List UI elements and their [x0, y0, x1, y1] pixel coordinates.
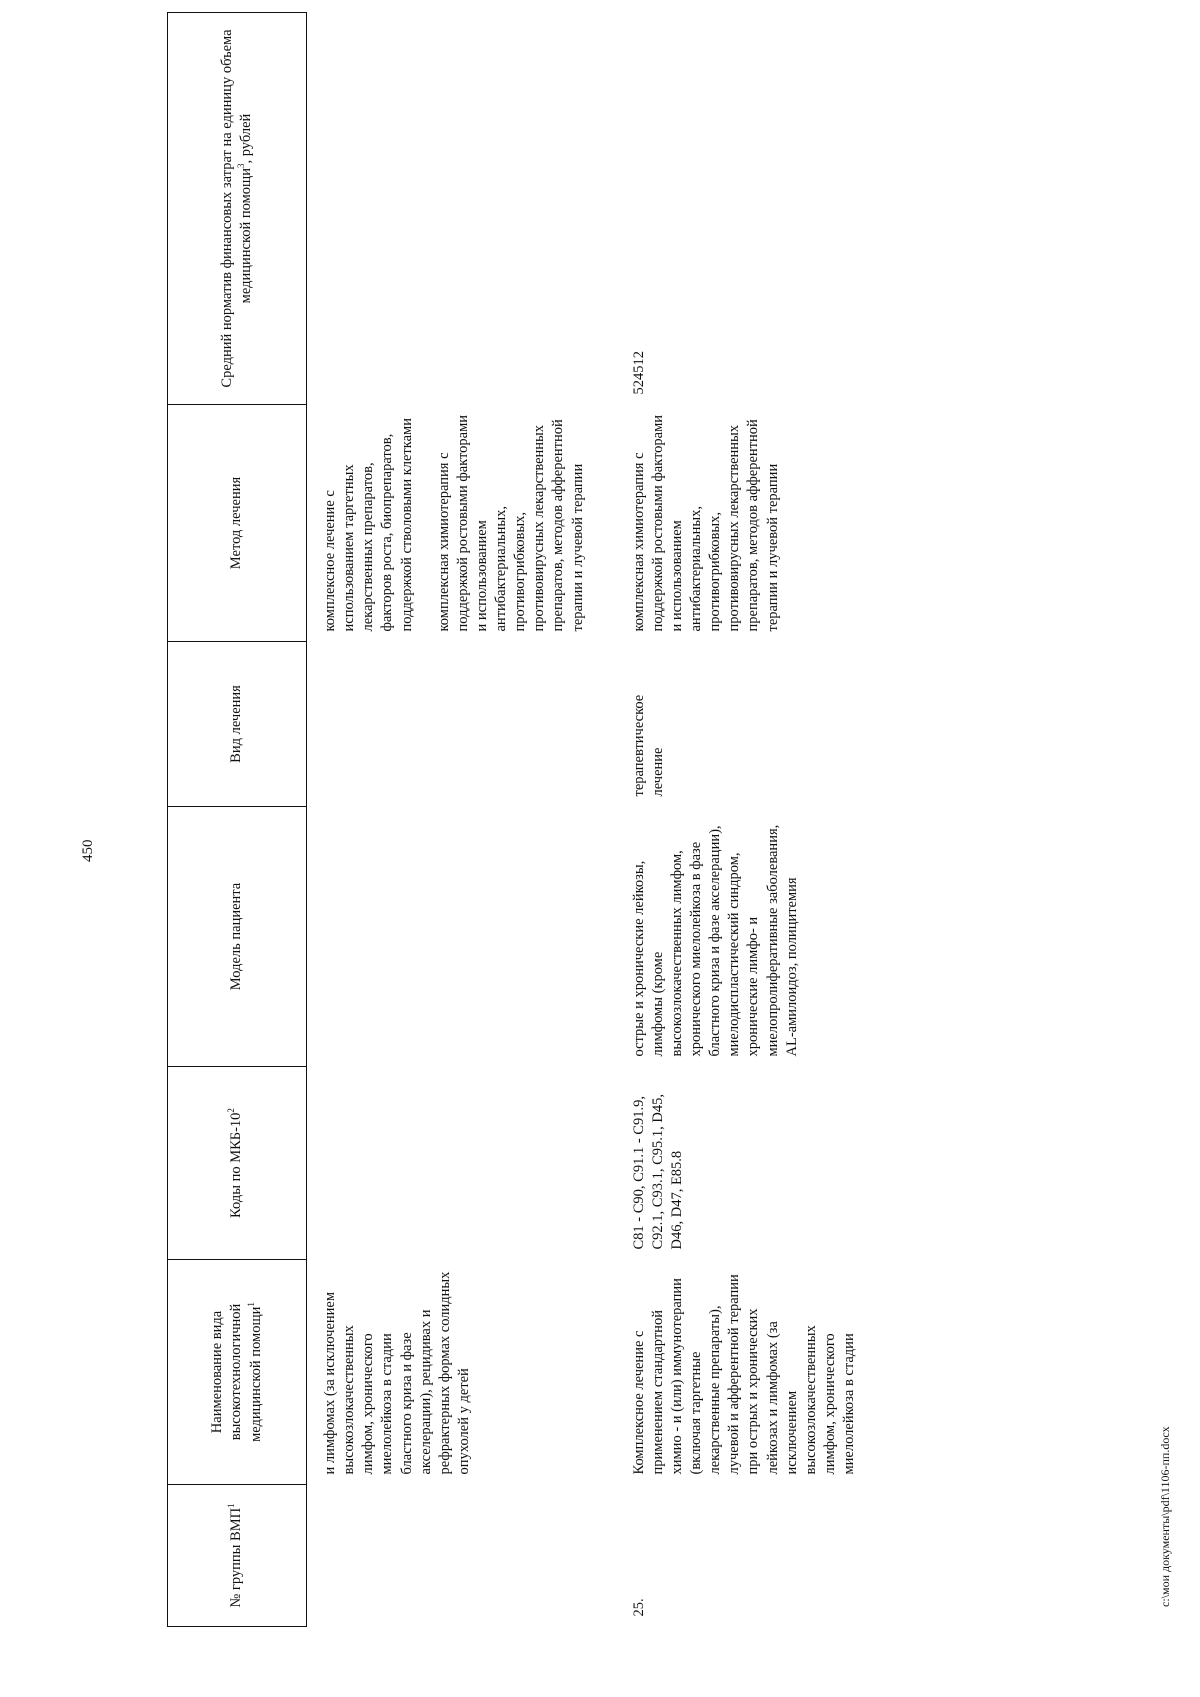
- cell-patient-model: [307, 807, 594, 1067]
- header-treatment-type: Вид лечения: [168, 642, 307, 807]
- cell-vmp-name: Комплексное лечение с применением стандартной химио - и (или) иммунотерапии (включая таргетные лекарственные препараты), лучевой и афферентной терапии при острых и хронических лейкозах и лимфомах (за исключением высокозлокачественных лимфом, хронического миелолейкоза в стадии: [630, 1274, 857, 1475]
- method-text: комплексное лечение с использованием таргетных лекарственных препаратов, факторов роста, биопрепаратов, поддержкой стволовыми клетками: [322, 418, 415, 632]
- cell-treatment-type: терапевтическое лечение: [630, 694, 666, 797]
- header-vmp-name: Наименование вида высокотехнологичной медицинской помощи$^1$: [168, 1260, 307, 1485]
- cell-treatment-type: [307, 642, 594, 807]
- cell-icd-codes: [307, 1067, 594, 1260]
- cell-cost: [307, 13, 594, 405]
- method-text: комплексная химиотерапия с поддержкой ростовыми факторами и использованием антибактериальных, противогрибковых, противовирусных лекарственных препаратов, методов афферентной терапии и лучевой терапии: [435, 414, 586, 632]
- table-header-row: [168, 13, 307, 1627]
- page-number: 450: [80, 839, 96, 862]
- vmp-table: [167, 12, 865, 1627]
- cell-treatment-method: [594, 405, 866, 642]
- footer-file-path: c:\мои документы\pdf\1106-пп.docx: [1158, 1426, 1172, 1607]
- header-group-no: № группы ВМП$^1$: [168, 1485, 307, 1627]
- cell-patient-model: острые и хронические лейкозы, лимфомы (кроме высокозлокачественных лимфом, хронического миелолейкоза в фазе бластного криза и фазе акселерации), миелодиспластический синдром, хронические лимфо- и миелопролиферативные заболевания, AL-амилоидоз, полицитемия: [630, 824, 800, 1057]
- table-row: [307, 13, 594, 1627]
- cell-number: [307, 1485, 594, 1627]
- cell-cost: 524512: [630, 351, 647, 395]
- header-treatment-method: Метод лечения: [168, 405, 307, 642]
- cell-icd-codes: C81 - C90, C91.1 - C91.9, C92.1, C93.1, C95.1, D45, D46, D47, E85.8: [630, 1094, 685, 1250]
- cell-number: 25.: [630, 1598, 647, 1617]
- method-text: комплексная химиотерапия с поддержкой ростовыми факторами и использованием антибактериальных, противогрибковых, противовирусных лекарственных препаратов, методов афферентной терапии и лучевой терапии: [630, 414, 781, 632]
- cell-treatment-method: [307, 405, 594, 642]
- cell-vmp-name: и лимфомах (за исключением высокозлокачественных лимфом, хронического миелолейкоза в стадии бластного криза и фазе акселерации), рецидивах и рефрактерных формах солидных опухолей у детей: [322, 1271, 472, 1475]
- header-cost: Средний норматив финансовых затрат на единицу объема медицинской помощи$^3$, рублей: [168, 13, 307, 405]
- header-icd-codes: Коды по МКБ-$10^2$: [168, 1067, 307, 1260]
- header-patient-model: Модель пациента: [168, 807, 307, 1067]
- table-row: [594, 13, 866, 1627]
